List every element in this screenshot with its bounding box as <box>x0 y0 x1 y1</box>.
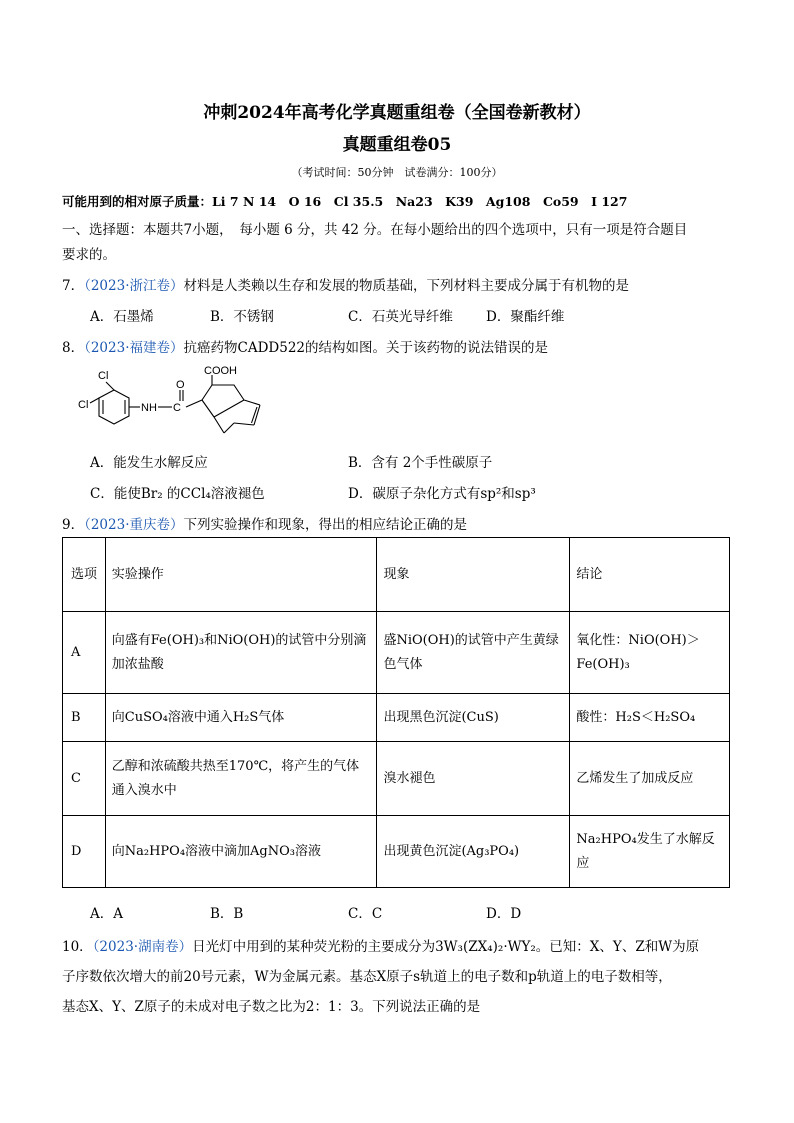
row-conclusion: Na₂HPO₄发生了水解反应 <box>570 816 730 888</box>
question-source: （2023·福建卷） <box>84 340 184 356</box>
row-operation: 乙醇和浓硫酸共热至170℃，将产生的气体通入溴水中 <box>105 742 377 816</box>
row-option: D <box>63 816 106 888</box>
header-phenomenon: 现象 <box>377 538 570 612</box>
mol-label-o: O <box>176 379 185 391</box>
question-10-line2: 子序数依次增大的前20号元素，W为金属元素。基态X原子s轨道上的电子数和p轨道上的电子数相等， <box>62 969 672 985</box>
mol-label-cooh: COOH <box>204 365 237 377</box>
exam-info: （考试时间：50分钟 试卷满分：100分） <box>291 166 503 179</box>
row-option: A <box>63 612 106 694</box>
question-9 <box>62 513 467 533</box>
row-operation: 向CuSO₄溶液中通入H₂S气体 <box>105 694 377 742</box>
question-source: （2023·湖南卷） <box>92 939 193 955</box>
question-10 <box>62 935 699 955</box>
q9-option-b: B．B <box>210 906 244 922</box>
question-10-line3: 基态X、Y、Z原子的未成对电子数之比为2：1：3。下列说法正确的是 <box>62 999 481 1015</box>
question-8 <box>62 336 548 356</box>
question-number: 8． <box>62 340 85 356</box>
header-option: 选项 <box>63 538 106 612</box>
exam-subtitle: 真题重组卷05 <box>342 135 452 155</box>
row-phenomenon: 盛NiO(OH)的试管中产生黄绿色气体 <box>377 612 570 694</box>
q8-option-c: C．能使Br₂ 的CCl₄溶液褪色 <box>90 486 265 502</box>
q7-option-c: C．石英光导纤维 <box>348 309 453 325</box>
table-row <box>63 694 730 742</box>
q7-option-b: B．不锈钢 <box>210 309 274 325</box>
row-conclusion: 酸性：H₂S＜H₂SO₄ <box>570 694 730 742</box>
question-number: 7． <box>62 278 85 294</box>
question-stem: 下列实验操作和现象，得出的相应结论正确的是 <box>183 517 467 533</box>
table-header-row <box>63 538 730 612</box>
mol-label-cl2: Cl <box>78 399 89 411</box>
table-row <box>63 816 730 888</box>
row-operation: 向Na₂HPO₄溶液中滴加AgNO₃溶液 <box>105 816 377 888</box>
q9-option-c: C．C <box>348 906 383 922</box>
row-operation: 向盛有Fe(OH)₃和NiO(OH)的试管中分别滴加浓盐酸 <box>105 612 377 694</box>
mol-label-nh: NH <box>141 402 157 414</box>
exam-title: 冲刺2024年高考化学真题重组卷（全国卷新教材） <box>203 103 591 123</box>
row-conclusion: 氧化性：NiO(OH)＞Fe(OH)₃ <box>570 612 730 694</box>
row-option: C <box>63 742 106 816</box>
table-row <box>63 742 730 816</box>
section-instructions-line2: 要求的。 <box>62 247 116 263</box>
q8-option-b: B．含有 2个手性碳原子 <box>348 455 493 471</box>
section-instructions-line1: 一、选择题：本题共7小题， 每小题 6 分，共 42 分。在每小题给出的四个选项中，只有一项是符合题目 <box>62 222 688 238</box>
row-phenomenon: 出现黄色沉淀(Ag₃PO₄) <box>377 816 570 888</box>
question-stem-line1: 日光灯中用到的某种荧光粉的主要成分为3W₃(ZX₄)₂·WY₂。已知：X、Y、Z和W为原 <box>192 939 700 955</box>
question-7 <box>62 274 629 294</box>
row-conclusion: 乙烯发生了加成反应 <box>570 742 730 816</box>
header-conclusion: 结论 <box>570 538 730 612</box>
row-phenomenon: 出现黑色沉淀(CuS) <box>377 694 570 742</box>
question-source: （2023·重庆卷） <box>84 517 184 533</box>
q9-option-d: D．D <box>486 906 522 922</box>
atomic-masses: 可能用到的相对原子质量：Li 7 N 14 O 16 Cl 35.5 Na23 K39 Ag108 Co59 I 127 <box>62 194 628 209</box>
q9-option-a: A．A <box>90 906 123 922</box>
header-operation: 实验操作 <box>105 538 377 612</box>
q7-option-d: D．聚酯纤维 <box>486 309 565 325</box>
question-number: 10． <box>62 939 93 955</box>
row-option: B <box>63 694 106 742</box>
table-row <box>63 612 730 694</box>
molecule-structure-diagram <box>74 365 314 445</box>
question-stem: 抗癌药物CADD522的结构如图。关于该药物的说法错误的是 <box>183 340 548 356</box>
question-number: 9． <box>62 517 85 533</box>
q9-experiment-table <box>62 537 730 888</box>
q7-option-a: A．石墨烯 <box>90 309 154 325</box>
mol-label-c: C <box>173 402 181 414</box>
row-phenomenon: 溴水褪色 <box>377 742 570 816</box>
question-stem: 材料是人类赖以生存和发展的物质基础，下列材料主要成分属于有机物的是 <box>183 278 629 294</box>
q8-option-a: A．能发生水解反应 <box>90 455 208 471</box>
mol-label-cl1: Cl <box>98 370 109 382</box>
question-source: （2023·浙江卷） <box>84 278 184 294</box>
q8-option-d: D．碳原子杂化方式有sp²和sp³ <box>348 486 536 502</box>
